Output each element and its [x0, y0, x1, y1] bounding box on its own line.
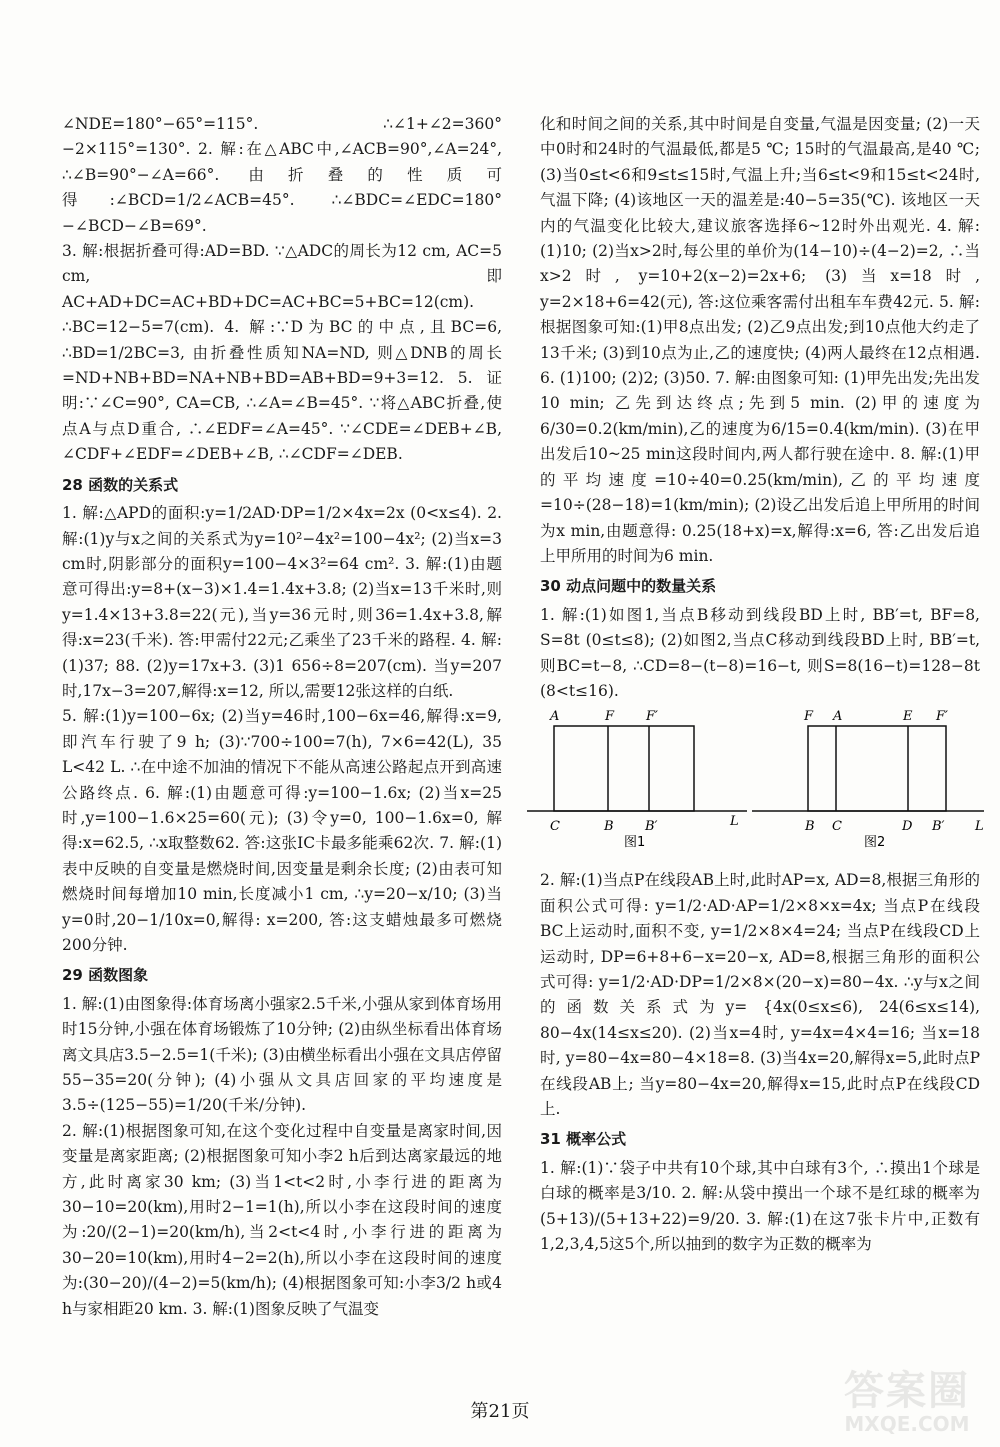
paragraph: 2. 解:(1)当点P在线段AB上时,此时AP=x, AD=8,根据三角形的面积公式可得: y=1/2·AD·AP=1/2×8×x=4x; 当点P在线段BC上运动时,面积不变, y=1/2×8×4=24; 当点P在线段CD上运动时, DP=6+8+6−x=20−x, AD=8,根据三角形的面积公式可得: y=1/2·AD·DP=1/2×8×(20−x)=80−4x. ∴y与x之间的函数关系式为y= {4x(0≤x≤6), 24(6≤x≤14), 80−4x(14≤x≤20). (2)当x=4时, y=4x=4×4=16; 当x=18时, y=80−4x=80−4×18=8. (3)当4x=20,解得x=5,此时点P在线段AB上; 当y=80−4x=20,解得x=15,此时点P在线段CD上. — [540, 871, 980, 1118]
label-A: A — [550, 709, 560, 725]
figure-2 — [752, 709, 984, 850]
watermark — [822, 1369, 992, 1439]
label-C: C — [832, 819, 842, 835]
figure-diagrams — [522, 708, 992, 866]
label-B-prime: B′ — [645, 819, 658, 835]
label-L: L — [730, 814, 739, 830]
paragraph: 5. 解:(1)y=100−6x; (2)当y=46时,100−6x=46,解得:x=9, 即汽车行驶了9 h; (3)∵700÷100=7(h), 7×6=42(L), 35 L<42 L. ∴在中途不加油的情况下不能从高速公路起点开到高速公路终点. 6. 解:(1)由题意可得:y=100−1.6x; (2)当x=25时,y=100−1.6×25=60(元); (3)令y=0, 100−1.6x=0, 解得:x=62.5, ∴x取整数62. 答:这张IC卡最多能乘62次. 7. 解:(1)表中反映的自变量是燃烧时间,因变量是剩余长度; (2)由表可知燃烧时间每增加10 min,长度减小1 cm, ∴y=20−x/10; (3)当y=0时,20−1/10x=0,解得: x=200, 答:这支蜡烛最多可燃烧200分钟. — [62, 707, 502, 954]
left-column — [62, 112, 502, 1322]
watermark-url: MXQE.COM — [844, 1412, 970, 1436]
section-heading: 30 动点问题中的数量关系 — [540, 577, 717, 596]
paragraph: 2. 解:(1)根据图象可知,在这个变化过程中自变量是离家时间,因变量是离家距离; (2)根据图象可知小李2 h后到达离家最远的地方,此时离家30 km; (3)当1<t<2时,小李行进的距离为30−10=20(km),用时2−1=1(h),所以小李在这段时间的速度为:20/(2−1)=20(km/h),当2<t<4时,小李行进的距离为30−20=10(km),用时4−2=2(h),所以小李在这段时间的速度为:(30−20)/(4−2)=5(km/h); (4)根据图象可知:小李3/2 h或4 h与家相距20 km. 3. 解:(1)图象反映了气温变 — [62, 1121, 502, 1318]
label-D: D — [902, 819, 913, 835]
label-E: E — [903, 709, 913, 725]
section-heading: 31 概率公式 — [540, 1130, 627, 1149]
watermark-logo-text: 答案圈 — [844, 1368, 970, 1414]
paragraph: 3. 解:根据折叠可得:AD=BD. ∵△ADC的周长为12 cm, AC=5 cm,即AC+AD+DC=AC+BD+DC=AC+BC=5+BC=12(cm). ∴BC=12−5=7(cm). 4. 解:∵D为BC的中点,且BC=6, ∴BD=1/2BC=3, 由折叠性质知NA=ND, 则△DNB的周长=ND+NB+BD=NA+NB+BD=AB+BD=9+3=12. 5. 证明:∵∠C=90°, CA=CB, ∴∠A=∠B=45°. ∵将△ABC折叠,使点A与点D重合, ∴∠EDF=∠A=45°. ∵∠CDE=∠DEB+∠B, ∠CDF+∠EDF=∠DEB+∠B, ∴∠CDF=∠DEB. — [62, 242, 502, 464]
label-A: A — [833, 709, 843, 725]
caption-fig1: 图1 — [624, 835, 646, 851]
label-B-prime: B′ — [932, 819, 945, 835]
caption-fig2: 图2 — [864, 835, 886, 851]
paragraph: 1. 解:△APD的面积:y=1/2AD·DP=1/2×4x=2x (0<x≤4). 2. 解:(1)y与x之间的关系式为y=10²−4x²=100−4x²; (2)当x=3 cm时,阴影部分的面积y=100−4×3²=64 cm². 3. 解:(1)由题意可得出:y=8+(x−3)×1.4=1.4x+3.8; (2)当x=13千米时,则y=1.4×13+3.8=22(元),当y=36元时,则36=1.4x+3.8,解得:x=23(千米). 答:甲需付22元;乙乘坐了23千米的路程. 4. 解:(1)37; 88. (2)y=17x+3. (3)1 656÷8=207(cm). 当y=207时,17x−3=207,解得:x=12, 所以,需要12张这样的白纸. — [62, 504, 502, 700]
page-number: 第21页 — [470, 1401, 530, 1422]
paragraph: 1. 解:(1)由图象得:体育场离小强家2.5千米,小强从家到体育场用时15分钟,小强在体育场锻炼了10分钟; (2)由纵坐标看出体育场离文具店3.5−2.5=1(千米); (3)由横坐标看出小强在文具店停留55−35=20(分钟); (4)小强从文具店回家的平均速度是3.5÷(125−55)=1/20(千米/分钟). — [62, 994, 502, 1115]
right-column — [540, 112, 984, 1257]
label-C: C — [550, 819, 560, 835]
section-heading: 29 函数图象 — [62, 966, 149, 985]
paragraph: 化和时间之间的关系,其中时间是自变量,气温是因变量; (2)一天中0时和24时的气温最低,都是5 ℃; 15时的气温最高,是40 ℃; (3)当0≤t<6和9≤t≤15时,气温上升;当6≤t<9和15≤t<24时,气温下降; (4)该地区一天的温差是:40−5=35(℃). 该地区一天内的气温变化比较大,建议旅客选择6~12时外出观光. 4. 解:(1)10; (2)当x>2时,每公里的单价为(14−10)÷(4−2)=2, ∴当x>2时, y=10+2(x−2)=2x+6; (3)当x=18时, y=2×18+6=42(元), 答:这位乘客需付出租车车费42元. 5. 解:根据图象可知:(1)甲8点出发; (2)乙9点出发;到10点他大约走了13千米; (3)到10点为止,乙的速度快; (4)两人最终在12点相遇. 6. (1)100; (2)2; (3)50. 7. 解:由图象可知: (1)甲先出发;先出发10 min; 乙先到达终点;先到5 min. (2)甲的速度为6/30=0.2(km/min),乙的速度为6/15=0.4(km/min). (3)在甲出发后10~25 min这段时间内,两人都行驶在途中. 8. 解:(1)甲的平均速度=10÷40=0.25(km/min),乙的平均速度=10÷(28−18)=1(km/min); (2)设乙出发后追上甲所用的时间为x min,由题意得: 0.25(18+x)=x,解得:x=6, 答:乙出发后追上甲所用的时间为6 min. — [540, 115, 980, 565]
label-B: B — [805, 819, 815, 835]
section-heading: 28 函数的关系式 — [62, 475, 179, 494]
paragraph: 1. 解:(1)∵袋子中共有10个球,其中白球有3个, ∴摸出1个球是白球的概率是3/10. 2. 解:从袋中摸出一个球不是红球的概率为(5+13)/(5+13+22)=9/20. 3. 解:(1)在这7张卡片中,正数有1,2,3,4,5这5个,所以抽到的数字为正数的概率为 — [540, 1158, 980, 1254]
paragraph: ∠NDE=180°−65°=115°. ∴∠1+∠2=360°−2×115°=130°. 2. 解:在△ABC中,∠ACB=90°,∠A=24°, ∴∠B=90°−∠A=66°. 由折叠的性质可得:∠BCD=1/2∠ACB=45°. ∴∠BDC=∠EDC=180°−∠BCD−∠B=69°. — [62, 115, 502, 235]
label-F-prime: F′ — [646, 709, 658, 725]
label-F: F — [605, 709, 615, 725]
label-L: L — [975, 819, 984, 835]
label-B: B — [604, 819, 614, 835]
figure-1 — [527, 709, 747, 850]
label-F: F — [804, 709, 814, 725]
paragraph: 1. 解:(1)如图1,当点B移动到线段BD上时, BB′=t, BF=8, S=8t (0≤t≤8); (2)如图2,当点C移动到线段BD上时, BB′=t, 则BC=t−8, ∴CD=8−(t−8)=16−t, 则S=8(16−t)=128−8t (8<t≤16). — [540, 605, 980, 700]
label-F-prime: F′ — [936, 709, 948, 725]
figures — [540, 708, 984, 866]
